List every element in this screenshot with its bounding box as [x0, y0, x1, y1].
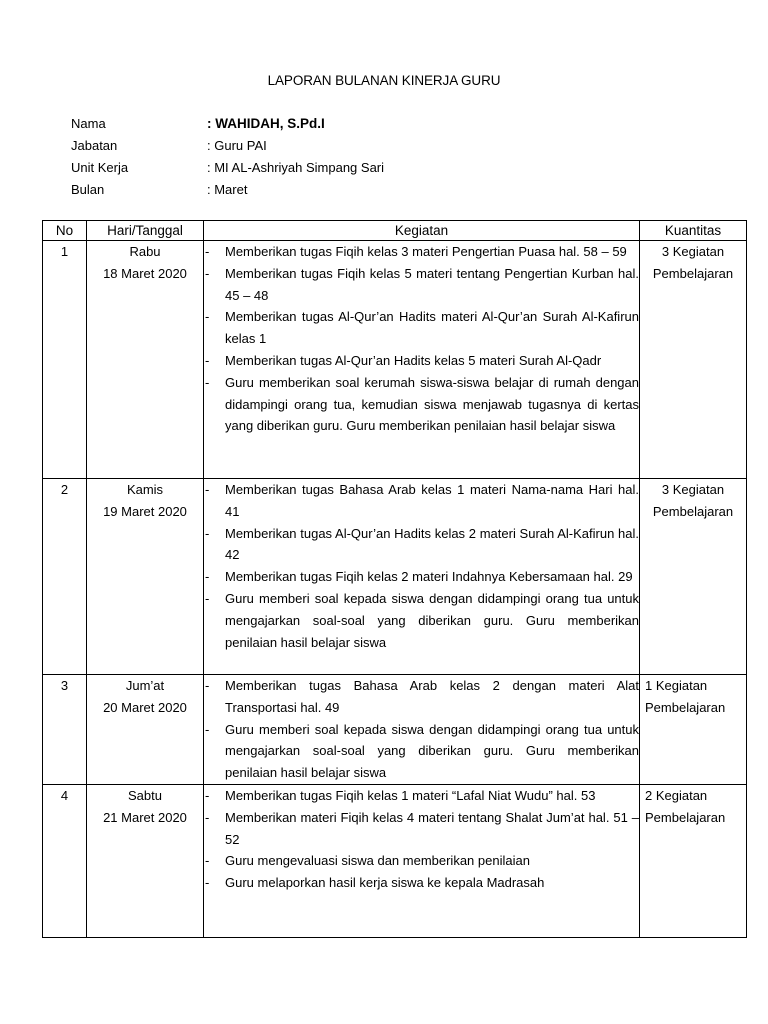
row-day-date [87, 241, 204, 479]
dash-bullet: - [205, 265, 210, 281]
activity-text: Memberikan tugas Al-Qur’an Hadits kelas 2 materi Surah Al-Kafirun hal. 42 [225, 525, 639, 563]
activity-item [204, 372, 639, 437]
day-name: Jum’at [125, 678, 165, 693]
dash-bullet: - [205, 590, 210, 606]
activity-text: Memberikan tugas Fiqih kelas 3 materi Pengertian Puasa hal. 58 – 59 [225, 244, 627, 259]
dash-bullet: - [205, 853, 210, 869]
dash-bullet: - [205, 678, 210, 693]
identity-info [71, 112, 384, 200]
dash-bullet: - [205, 875, 210, 891]
activity-text: Memberikan tugas Al-Qur’an Hadits materi Al-Qur’an Surah Al-Kafirun kelas 1 [225, 309, 639, 347]
row-quantity [640, 479, 747, 675]
activity-item [204, 350, 639, 372]
dash-bullet: - [205, 525, 210, 541]
info-label: Jabatan [71, 137, 118, 153]
info-value: : WAHIDAH, S.Pd.I [207, 115, 325, 131]
row-quantity [640, 784, 747, 937]
row-activities [204, 675, 640, 785]
info-value: : Maret [207, 181, 248, 197]
report-title: LAPORAN BULANAN KINERJA GURU [267, 73, 501, 88]
activity-text: Memberikan tugas Bahasa Arab kelas 2 dengan materi Alat Transportasi hal. 49 [225, 678, 639, 715]
activity-text: Guru memberikan soal kerumah siswa-siswa belajar di rumah dengan didampingi orang tua, kemudian siswa menjawab tugasnya di kertas yang diberikan guru. Guru memberikan penilaian hasil belajar siswa [225, 374, 639, 434]
row-quantity [640, 241, 747, 479]
header-no: No [43, 221, 87, 241]
quantity-count: 1 Kegiatan [645, 678, 708, 693]
date: 20 Maret 2020 [103, 699, 187, 715]
activity-text: Memberikan tugas Al-Qur’an Hadits kelas 5 materi Surah Al-Qadr [225, 352, 602, 368]
quantity-unit: Pembelajaran [652, 503, 734, 519]
quantity-unit: Pembelajaran [645, 809, 726, 825]
activity-item [204, 566, 639, 588]
activity-item [204, 785, 639, 807]
activity-text: Memberikan tugas Fiqih kelas 1 materi “Lafal Niat Wudu” hal. 53 [225, 787, 596, 803]
activity-item [204, 850, 639, 872]
activity-text: Memberikan tugas Fiqih kelas 5 materi tentang Pengertian Kurban hal. 45 – 48 [225, 265, 639, 303]
row-number: 4 [43, 784, 87, 937]
row-day-date [87, 675, 204, 785]
quantity-count: 2 Kegiatan [645, 787, 708, 803]
day-name: Sabtu [128, 787, 162, 803]
info-row-bulan [71, 178, 384, 200]
row-number: 1 [43, 241, 87, 479]
activity-item [204, 241, 639, 263]
info-value: : MI AL-Ashriyah Simpang Sari [207, 159, 385, 175]
activity-item [204, 675, 639, 719]
dash-bullet: - [205, 309, 210, 325]
header-day-date: Hari/Tanggal [87, 221, 204, 241]
row-activities [204, 241, 640, 479]
day-name: Kamis [126, 482, 164, 497]
info-label: Unit Kerja [71, 159, 129, 175]
quantity-unit: Pembelajaran [645, 699, 726, 715]
activity-text: Memberikan materi Fiqih kelas 4 materi tentang Shalat Jum’at hal. 51 – 52 [225, 809, 639, 847]
dash-bullet: - [205, 787, 210, 803]
day-name: Rabu [129, 244, 161, 259]
dash-bullet: - [205, 809, 210, 825]
activity-item [204, 872, 639, 894]
info-value: : Guru PAI [207, 137, 267, 153]
date: 21 Maret 2020 [103, 809, 187, 825]
table-header-row [43, 221, 747, 241]
dash-bullet: - [205, 482, 210, 497]
row-quantity [640, 675, 747, 785]
activity-text: Guru memberi soal kepada siswa dengan didampingi orang tua untuk mengajarkan soal-soal yang diberikan guru. Guru memberikan penilaian hasil belajar siswa [225, 721, 639, 781]
row-day-date [87, 784, 204, 937]
header-activity: Kegiatan [204, 221, 640, 241]
info-row-unit-kerja [71, 156, 384, 178]
dash-bullet: - [205, 352, 210, 368]
activity-item [204, 306, 639, 350]
activity-text: Guru mengevaluasi siswa dan memberikan penilaian [225, 853, 530, 869]
date: 18 Maret 2020 [103, 265, 187, 281]
table-row [43, 479, 747, 675]
row-activities [204, 479, 640, 675]
activity-text: Memberikan tugas Bahasa Arab kelas 1 materi Nama-nama Hari hal. 41 [225, 482, 639, 519]
info-row-nama [71, 112, 384, 134]
row-number: 2 [43, 479, 87, 675]
activity-item [204, 719, 639, 784]
row-number: 3 [43, 675, 87, 785]
quantity-count: 3 Kegiatan [661, 244, 725, 259]
table-row [43, 241, 747, 479]
activity-item [204, 807, 639, 851]
row-day-date [87, 479, 204, 675]
table-row [43, 784, 747, 937]
activity-text: Guru memberi soal kepada siswa dengan didampingi orang tua untuk mengajarkan soal-soal yang diberikan guru. Guru memberikan penilaian hasil belajar siswa [225, 590, 639, 650]
dash-bullet: - [205, 244, 210, 259]
info-label: Bulan [71, 181, 105, 197]
header-quantity: Kuantitas [640, 221, 747, 241]
table-row [43, 675, 747, 785]
activity-item [204, 263, 639, 307]
quantity-count: 3 Kegiatan [661, 482, 725, 497]
activity-text: Memberikan tugas Fiqih kelas 2 materi Indahnya Kebersamaan hal. 29 [225, 569, 633, 585]
activity-item [204, 588, 639, 653]
activity-table [42, 220, 747, 938]
dash-bullet: - [205, 569, 210, 585]
activity-item [204, 523, 639, 567]
dash-bullet: - [205, 721, 210, 737]
activity-text: Guru melaporkan hasil kerja siswa ke kepala Madrasah [225, 875, 545, 891]
quantity-unit: Pembelajaran [652, 265, 734, 281]
dash-bullet: - [205, 374, 210, 390]
info-row-jabatan [71, 134, 384, 156]
date: 19 Maret 2020 [103, 503, 187, 519]
info-label: Nama [71, 115, 106, 131]
activity-item [204, 479, 639, 523]
row-activities [204, 784, 640, 937]
